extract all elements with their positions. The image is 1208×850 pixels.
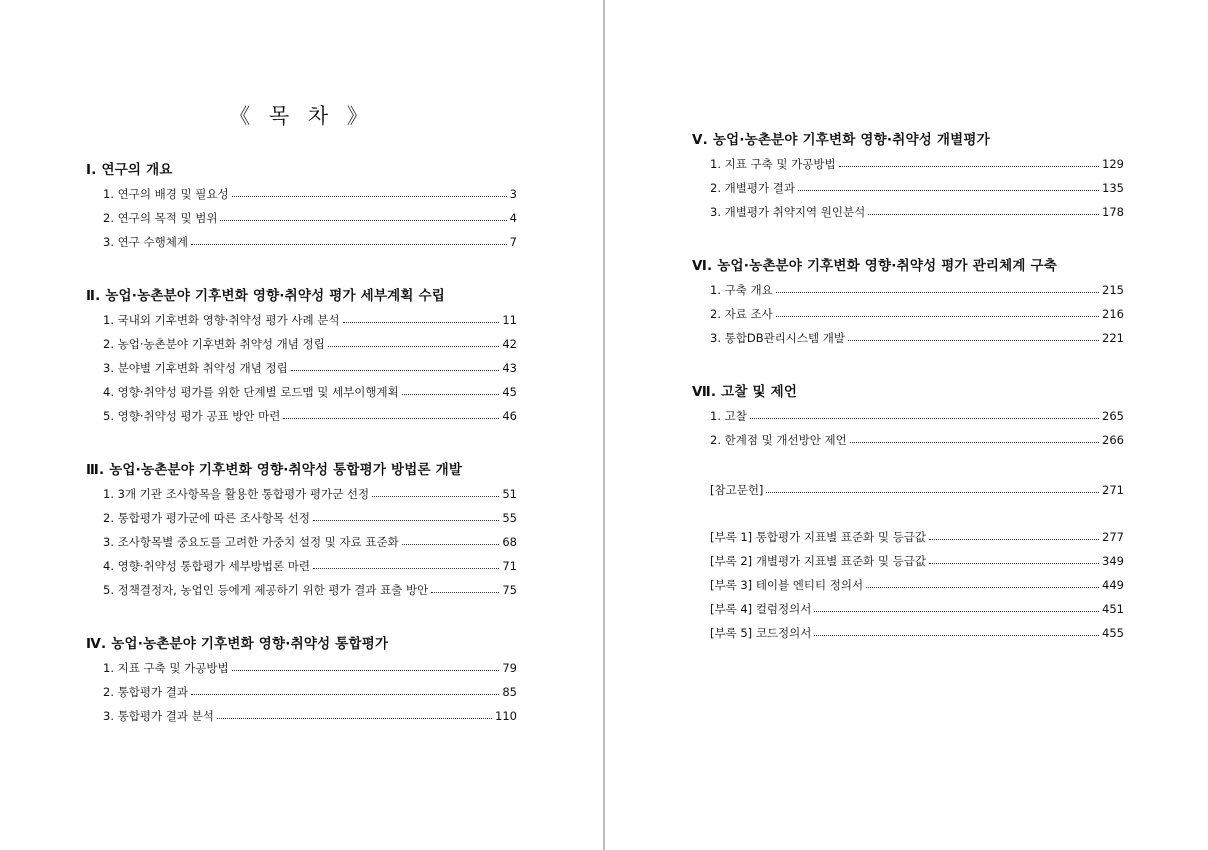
chapter-heading: Ⅰ. 연구의 개요	[86, 162, 173, 178]
entry-label: 3. 통합평가 결과 분석	[103, 709, 214, 723]
entry-page: 55	[502, 511, 517, 525]
dot-leader	[798, 190, 1099, 191]
dot-leader	[848, 340, 1099, 341]
dot-leader	[283, 418, 499, 419]
toc-chapter-2	[86, 284, 517, 428]
dot-leader	[191, 244, 507, 245]
entry-page: 110	[495, 709, 517, 723]
toc-entry[interactable]	[103, 554, 517, 578]
entry-page: 7	[509, 235, 517, 249]
entry-label: 3. 분야별 기후변화 취약성 개념 정립	[103, 361, 288, 375]
entry-page: 265	[1102, 409, 1124, 423]
entry-label: 2. 개별평가 결과	[710, 181, 795, 195]
chapter-heading: Ⅴ. 농업·농촌분야 기후변화 영향·취약성 개별평가	[692, 132, 990, 148]
toc-entry[interactable]	[103, 206, 517, 230]
entry-page: 135	[1102, 181, 1124, 195]
dot-leader	[929, 563, 1099, 564]
entry-page: 216	[1102, 307, 1124, 321]
entry-page: 449	[1102, 578, 1124, 592]
entry-page: 178	[1102, 205, 1124, 219]
entry-page: 221	[1102, 331, 1124, 345]
toc-appendices	[710, 525, 1124, 645]
toc-entry[interactable]	[710, 597, 1124, 621]
toc-entry[interactable]	[710, 200, 1124, 224]
toc-entry[interactable]	[710, 525, 1124, 549]
entry-page: 129	[1102, 157, 1124, 171]
dot-leader	[814, 611, 1099, 612]
toc-entry[interactable]	[710, 326, 1124, 350]
dot-leader	[191, 694, 499, 695]
dot-leader	[750, 418, 1099, 419]
entry-label: 2. 통합평가 평가군에 따른 조사항목 선정	[103, 511, 310, 525]
entry-label: 1. 3개 기관 조사항목을 활용한 통합평가 평가군 선정	[103, 487, 370, 501]
entry-label: 2. 연구의 목적 및 범위	[103, 211, 218, 225]
dot-leader	[839, 166, 1099, 167]
toc-entry[interactable]	[710, 549, 1124, 573]
toc-entry[interactable]	[103, 380, 517, 404]
entry-label: 3. 조사항목별 중요도를 고려한 가중치 설정 및 자료 표준화	[103, 535, 399, 549]
entry-label: 4. 영향·취약성 평가를 위한 단계별 로드맵 및 세부이행계획	[103, 385, 399, 399]
entry-label: [부록 5] 코드정의서	[710, 626, 812, 640]
toc-entry[interactable]	[710, 278, 1124, 302]
entry-label: 3. 연구 수행체계	[103, 235, 188, 249]
entry-page: 451	[1102, 602, 1124, 616]
dot-leader	[431, 592, 499, 593]
toc-chapter-4	[86, 632, 517, 728]
toc-entry[interactable]	[710, 404, 1124, 428]
entry-label: 4. 영향·취약성 통합평가 세부방법론 마련	[103, 559, 310, 573]
dot-leader	[776, 316, 1099, 317]
entry-label: 1. 지표 구축 및 가공방법	[103, 661, 229, 675]
page-divider	[603, 0, 605, 850]
dot-leader	[220, 220, 506, 221]
entry-page: 45	[502, 385, 517, 399]
dot-leader	[402, 544, 500, 545]
chapter-heading: Ⅱ. 농업·농촌분야 기후변화 영향·취약성 평가 세부계획 수립	[86, 288, 446, 304]
dot-leader	[217, 718, 492, 719]
entry-page: 71	[502, 559, 517, 573]
entry-page: 68	[502, 535, 517, 549]
entry-page: 3	[509, 187, 517, 201]
entry-label: 2. 자료 조사	[710, 307, 773, 321]
toc-entry[interactable]	[710, 176, 1124, 200]
entry-page: 277	[1102, 530, 1124, 544]
entry-page: 455	[1102, 626, 1124, 640]
dot-leader	[766, 492, 1099, 493]
toc-entry[interactable]	[710, 573, 1124, 597]
toc-entry[interactable]	[103, 482, 517, 506]
dot-leader	[929, 539, 1099, 540]
entry-page: 42	[502, 337, 517, 351]
chapter-heading: Ⅶ. 고찰 및 제언	[692, 384, 798, 400]
toc-entry[interactable]	[103, 656, 517, 680]
toc-references	[710, 478, 1124, 502]
entry-label: [부록 2] 개별평가 지표별 표준화 및 등급값	[710, 554, 926, 568]
toc-entry[interactable]	[103, 680, 517, 704]
dot-leader	[850, 442, 1099, 443]
dot-leader	[372, 496, 499, 497]
entry-label: 5. 영향·취약성 평가 공표 방안 마련	[103, 409, 281, 423]
toc-chapter-1	[86, 158, 517, 254]
entry-page: 85	[502, 685, 517, 699]
entry-page: 75	[502, 583, 517, 597]
entry-page: 4	[509, 211, 517, 225]
dot-leader	[343, 322, 500, 323]
toc-entry[interactable]	[103, 230, 517, 254]
entry-label: 2. 통합평가 결과	[103, 685, 188, 699]
entry-label: 2. 농업·농촌분야 기후변화 취약성 개념 정립	[103, 337, 325, 351]
dot-leader	[402, 394, 500, 395]
entry-page: 271	[1102, 483, 1124, 497]
entry-page: 46	[502, 409, 517, 423]
toc-entry[interactable]	[103, 704, 517, 728]
entry-page: 349	[1102, 554, 1124, 568]
entry-label: 1. 구축 개요	[710, 283, 773, 297]
toc-entry[interactable]	[710, 478, 1124, 502]
toc-chapter-6	[692, 254, 1124, 350]
toc-entry[interactable]	[103, 356, 517, 380]
toc-entry[interactable]	[103, 182, 517, 206]
toc-chapter-7	[692, 380, 1124, 452]
entry-label: 1. 연구의 배경 및 필요성	[103, 187, 229, 201]
dot-leader	[868, 214, 1099, 215]
dot-leader	[814, 635, 1099, 636]
entry-label: 1. 지표 구축 및 가공방법	[710, 157, 836, 171]
toc-chapter-5	[692, 128, 1124, 224]
entry-label: [부록 3] 테이블 엔티티 정의서	[710, 578, 864, 592]
dot-leader	[776, 292, 1099, 293]
toc-entry[interactable]	[103, 308, 517, 332]
entry-label: 3. 통합DB관리시스템 개발	[710, 331, 846, 345]
toc-entry[interactable]	[710, 428, 1124, 452]
toc-entry[interactable]	[710, 302, 1124, 326]
dot-leader	[313, 568, 499, 569]
dot-leader	[232, 196, 507, 197]
entry-label: [부록 1] 통합평가 지표별 표준화 및 등급값	[710, 530, 926, 544]
dot-leader	[313, 520, 499, 521]
entry-label: [참고문헌]	[710, 483, 764, 497]
toc-entry[interactable]	[710, 621, 1124, 645]
entry-label: 1. 국내외 기후변화 영향·취약성 평가 사례 분석	[103, 313, 340, 327]
entry-page: 11	[502, 313, 517, 327]
entry-label: [부록 4] 컬럼정의서	[710, 602, 812, 616]
entry-page: 79	[502, 661, 517, 675]
entry-page: 266	[1102, 433, 1124, 447]
entry-page: 51	[502, 487, 517, 501]
entry-page: 43	[502, 361, 517, 375]
toc-chapter-3	[86, 458, 517, 602]
dot-leader	[232, 670, 500, 671]
toc-entry[interactable]	[710, 152, 1124, 176]
toc-entry[interactable]	[103, 332, 517, 356]
chapter-heading: Ⅳ. 농업·농촌분야 기후변화 영향·취약성 통합평가	[86, 636, 389, 652]
toc-entry[interactable]	[103, 578, 517, 602]
toc-entry[interactable]	[103, 404, 517, 428]
entry-label: 5. 정책결정자, 농업인 등에게 제공하기 위한 평가 결과 표출 방안	[103, 583, 429, 597]
entry-page: 215	[1102, 283, 1124, 297]
dot-leader	[291, 370, 500, 371]
toc-entry[interactable]	[103, 506, 517, 530]
chapter-heading: Ⅲ. 농업·농촌분야 기후변화 영향·취약성 통합평가 방법론 개발	[86, 462, 463, 478]
dot-leader	[328, 346, 500, 347]
entry-label: 3. 개별평가 취약지역 원인분석	[710, 205, 866, 219]
dot-leader	[866, 587, 1099, 588]
toc-title: 《 목 차 》	[229, 104, 374, 128]
entry-label: 1. 고찰	[710, 409, 747, 423]
chapter-heading: Ⅵ. 농업·농촌분야 기후변화 영향·취약성 평가 관리체계 구축	[692, 258, 1057, 274]
entry-label: 2. 한계점 및 개선방안 제언	[710, 433, 847, 447]
toc-entry[interactable]	[103, 530, 517, 554]
